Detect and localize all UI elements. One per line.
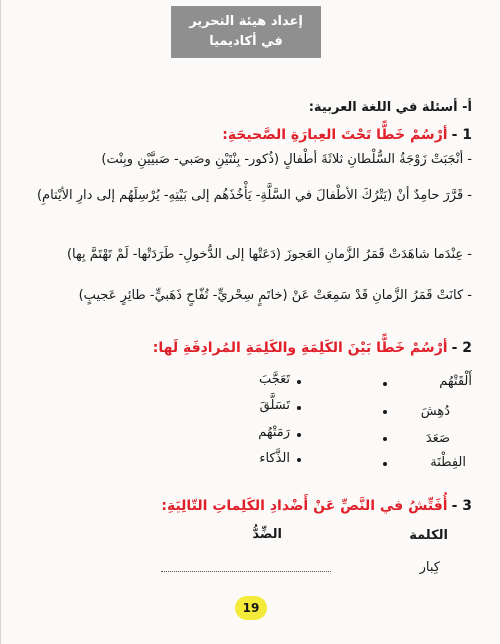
section-title: أ- أسئلة في اللغة العربية: — [308, 100, 472, 115]
q3-answer-line[interactable] — [161, 571, 331, 572]
q3-number: 3 - — [451, 498, 472, 514]
q2-right-word: أَلْقَتْهُم — [439, 374, 472, 389]
q2-left-word: الذَّكاء — [259, 451, 290, 466]
q2-left-word: تَعَجَّبَ — [258, 372, 290, 387]
q2-heading — [153, 340, 472, 356]
q2-left-dot — [297, 433, 301, 437]
q2-left-dot — [297, 458, 301, 462]
q2-right-dot — [383, 462, 387, 466]
q2-left-word: تَسَلَّقَ — [259, 398, 290, 413]
q3-heading — [161, 498, 472, 514]
q1-sentence-1: - أنْجَبَتْ زَوْجَةُ السُّلْطانِ ثلاثَةَ أطْفالٍ (ذُكور- بِنْتَيْنِ وصَبي- صَبيَّيْنِ وبِنْت) — [101, 152, 472, 167]
q1-number: 1 - — [451, 127, 472, 143]
page-number: 19 — [235, 596, 267, 620]
q3-column-opposite: الضِّدُّ — [252, 527, 282, 542]
q2-right-dot — [383, 437, 387, 441]
q2-left-dot — [297, 380, 301, 384]
q2-left-word: رَمَتْهُم — [258, 425, 290, 440]
header-line-2: في أكاديميا — [209, 34, 283, 49]
q1-sentence-4: - كانَتْ قَمَرُ الزَّمانِ قَدْ سَمِعَتْ عَنْ (خاتَمٍ سِحْريٍّ- تُفّاحٍ ذَهَبيٍّ- طائِرٍ عَجيبٍ) — [78, 288, 472, 303]
q3-word: كِبار — [419, 560, 440, 575]
q2-right-dot — [383, 382, 387, 386]
q2-number: 2 - — [451, 340, 472, 356]
q1-heading-text: أرْسُمْ خَطًّا تَحْتَ العِبارَةِ الصَّحيحَةِ: — [222, 127, 448, 143]
header-line-1: إعداد هيئة التحرير — [189, 14, 303, 29]
header-box — [171, 6, 321, 58]
q2-heading-text: أرْسُمْ خَطًّا بَيْنَ الكَلِمَةِ والكَلِمَةِ المُرادِفَةِ لَها: — [152, 340, 448, 356]
q2-right-word: دُهِشَ — [420, 404, 450, 419]
q2-left-dot — [297, 406, 301, 410]
q2-right-word: صَعَدَ — [425, 431, 450, 446]
q3-column-word: الكلمة — [409, 528, 448, 543]
q1-sentence-2: - قَرَّرَ حامِدٌ أنْ (يَتْرُكَ الأطْفالَ في السَّلَّةِ- يَأْخُذَهُم إلى بَيْتِهِ- يُرْسِلَهُم إلى دارِ الأيْتامِ) — [36, 188, 472, 203]
q1-sentence-3: - عِنْدَما شاهَدَتْ قَمَرُ الزَّمانِ العَجوزَ (دَعَتْها إلى الدُّخولِ- طَرَدَتْها- لَمْ تَهْتَمَّ بِها) — [66, 247, 472, 262]
q1-heading — [222, 127, 472, 143]
q3-heading-text: أُفَتِّشُ في النَّصِّ عَنْ أَضْدادِ الكَلِماتِ التّالِيَةِ: — [161, 498, 448, 514]
q2-right-word: الفِطْنَة — [430, 455, 466, 470]
q2-right-dot — [383, 410, 387, 414]
